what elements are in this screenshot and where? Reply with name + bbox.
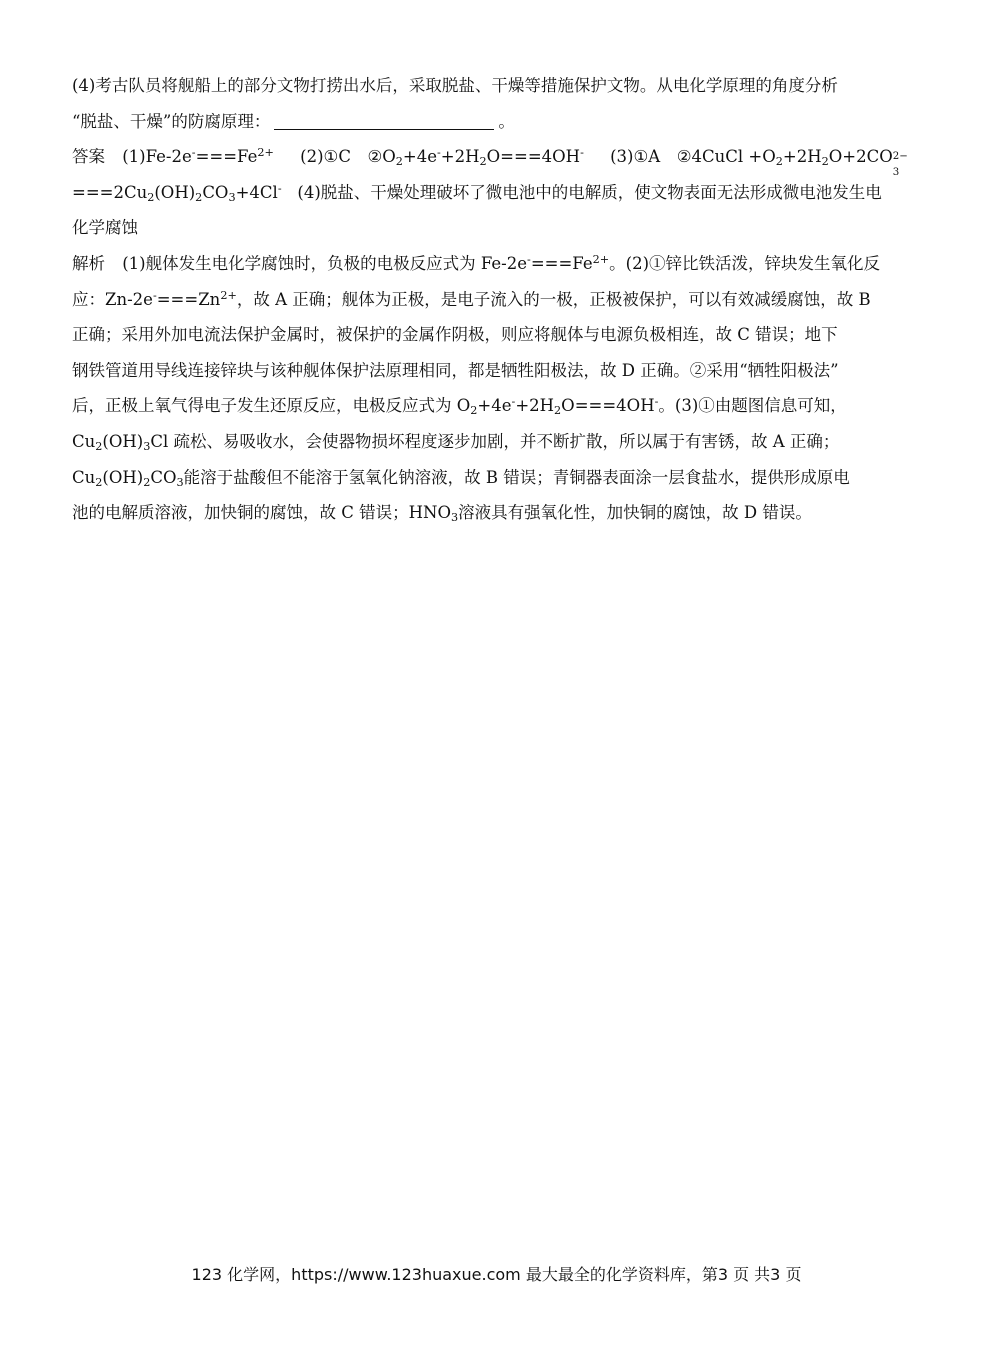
answer-label: 答案 xyxy=(72,147,105,167)
document-body xyxy=(72,68,922,531)
analysis-line-3: 正确；采用外加电流法保护金属时，被保护的金属作阴极，则应将舰体与电源负极相连，故 C 错误；地下 xyxy=(72,325,838,345)
analysis-line-5: 后，正极上氧气得电子发生还原反应，电极反应式为 $O_2+4e^-+2H_2O===4OH^-$。(3)①由题图信息可知， xyxy=(72,395,847,418)
answer-line-2: $===2Cu_2(OH)_2CO_3+4Cl^-$ (4)脱盐、干燥处理破坏了微电池中的电解质，使文物表面无法形成微电池发生电 xyxy=(72,181,882,204)
answer-blank[interactable] xyxy=(274,111,494,130)
analysis-label: 解析 xyxy=(72,253,105,273)
question-4-line-2: “脱盐、干燥”的防腐原理： 。 xyxy=(72,111,515,131)
analysis-line-7: $Cu_2(OH)_2CO_3$能溶于盐酸但不能溶于氢氧化钠溶液，故 B 错误；青铜器表面涂一层食盐水，提供形成原电 xyxy=(72,467,850,489)
analysis-line-4: 钢铁管道用导线连接锌块与该种舰体保护法原理相同，都是牺牲阳极法，故 D 正确。②采用“牺牲阳极法” xyxy=(72,360,839,380)
analysis-line-1: 解析 (1)舰体发生电化学腐蚀时，负极的电极反应式为 $Fe-2e^-===Fe^{2+}$。(2)①锌比铁活泼，锌块发生氧化反 xyxy=(72,252,881,273)
answer-line-1: 答案 $(1)Fe-2e^-===Fe^{2+}$ (2)①C $②O_2+4e^-+2H_2O===4OH^-$ (3)①A ②4CuCl $+O_2+2H_2O+2CO$ 2− 3 xyxy=(72,146,908,175)
answer-line-3: 化学腐蚀 xyxy=(72,218,138,238)
analysis-line-6: $Cu_2(OH)_3Cl$ 疏松、易吸收水，会使器物损坏程度逐步加剧，并不断扩散，所以属于有害锈，故 A 正确； xyxy=(72,431,840,453)
question-4-line-1: (4)考古队员将舰船上的部分文物打捞出水后，采取脱盐、干燥等措施保护文物。从电化学原理的角度分析 xyxy=(72,76,838,95)
page-footer: 123 化学网，https://www.123huaxue.com 最大最全的化学资料库，第3 页 共3 页 xyxy=(191,1265,802,1284)
analysis-line-8: 池的电解质溶液，加快铜的腐蚀，故 C 错误；$HNO_3$溶液具有强氧化性，加快铜的腐蚀，故 D 错误。 xyxy=(72,503,812,524)
analysis-line-2: 应：$Zn-2e^-===Zn^{2+}$，故 A 正确；舰体为正极，是电子流入的一极，正极被保护，可以有效减缓腐蚀，故 B xyxy=(72,288,871,309)
